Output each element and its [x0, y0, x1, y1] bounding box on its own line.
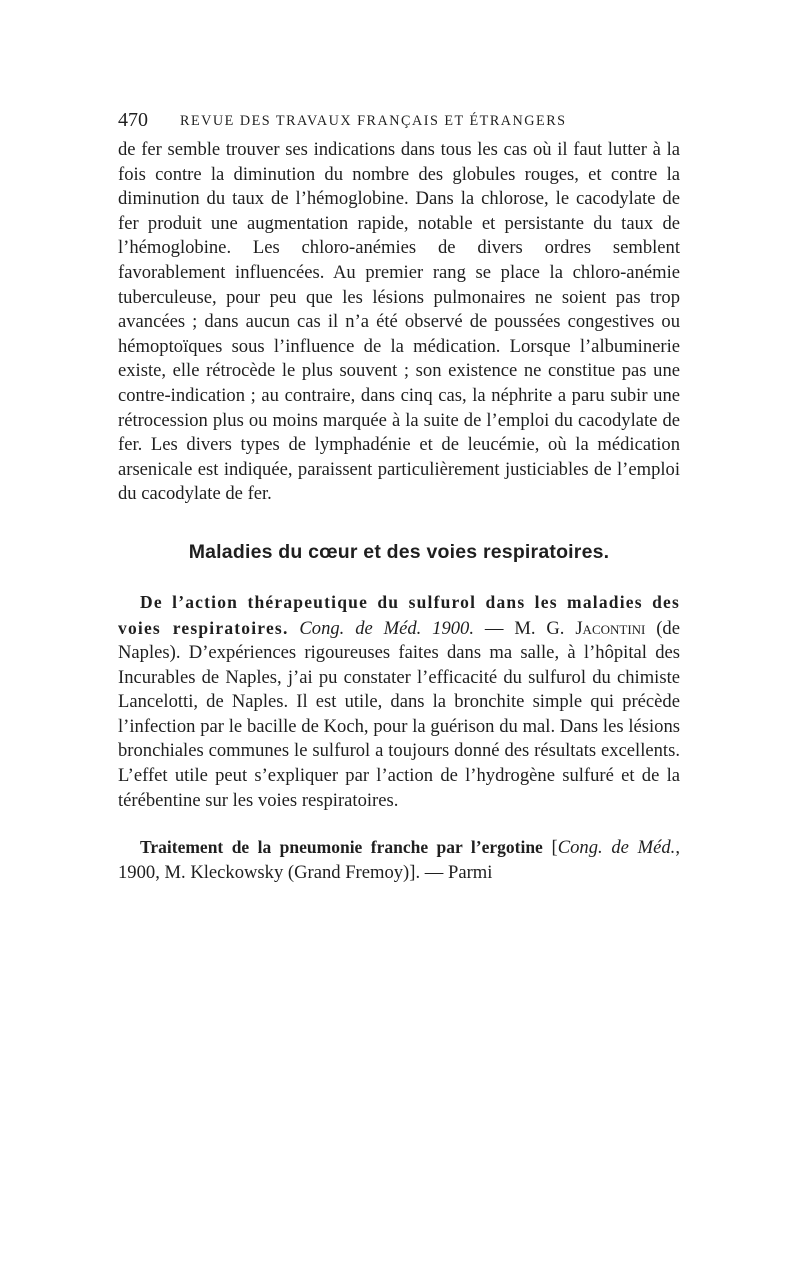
entry-sulfurol: [118, 590, 680, 813]
section-heading: Maladies du cœur et des voies respiratoires.: [188, 540, 610, 563]
entry-separator: [118, 813, 680, 835]
entry-reference: Cong. de Méd. 1900.: [299, 617, 474, 639]
entry-ergotine: [118, 835, 680, 885]
page-number: 470: [118, 109, 148, 131]
entry-author: G. Jacontini: [546, 617, 646, 639]
author-dash: — M.: [474, 617, 547, 639]
bracket-open: [: [542, 837, 558, 859]
paragraph-cacodylate: de fer semble trouver ses indications dans tous les cas où il faut lutter à la fois contre la diminution du nombre des globules rouges, et contre la diminution du taux de l’hémoglobine. Dans la chlorose, le cacodylate de fer produit une augmentation rapide, notable et persistante du taux de l’hémoglobine. Les chloro-anémies de divers ordres semblent favorablement influencées. Au premier rang se place la chloro-anémie tuberculeuse, pour peu que les lésions pulmonaires ne soient pas trop avancées ; dans aucun cas il n’a été observé de poussées congestives ou hémoptoïques sous l’influence de la médication. Lorsque l’albuminerie existe, elle rétrocède le plus souvent ; son existence ne constitue pas une contre-indication ; au contraire, dans cinq cas, la néphrite a paru subir une rétrocession plus ou moins marquée à la suite de l’emploi du cacodylate de fer. Les divers types de lymphadénie et de leucémie, où la médication arsenicale est indiquée, paraissent particulièrement justiciables de l’emploi du cacodylate de fer.: [118, 139, 680, 505]
entry-title-ergotine: Traitement de la pneumonie franche par l’ergotine: [140, 837, 543, 858]
running-head-title: REVUE DES TRAVAUX FRANÇAIS ET ÉTRANGERS: [180, 113, 567, 129]
entry-location: (de Naples).: [118, 617, 680, 664]
entry-reference: Cong. de Méd.: [557, 837, 676, 859]
running-head: [118, 108, 680, 138]
entry-text: — Parmi: [420, 861, 493, 883]
entry-title-sulfurol: De l’action thérapeutique du sulfurol dans les maladies des voies respiratoires.: [118, 591, 680, 638]
entry-text: D’expériences rigoureuses faites dans ma salle, à l’hôpital des Incurables de Naples, j’ai pu constater l’efficacité du sulfurol du chimiste Lancelotti, de Naples. Il est utile, dans la bronchite simple qui précède l’infection par le bacille de Koch, pour la guérison du mal. Dans les lésions bronchiales communes le sulfurol a toujours donné des résultats excellents. L’effet utile peut s’expliquer par l’action de l’hydrogène sulfuré et de la térébentine sur les voies respiratoires.: [118, 642, 680, 811]
entry-reference-tail: , 1900, M. Kleckowsky (Grand Fremoy)].: [118, 837, 680, 883]
book-page: [118, 108, 680, 885]
